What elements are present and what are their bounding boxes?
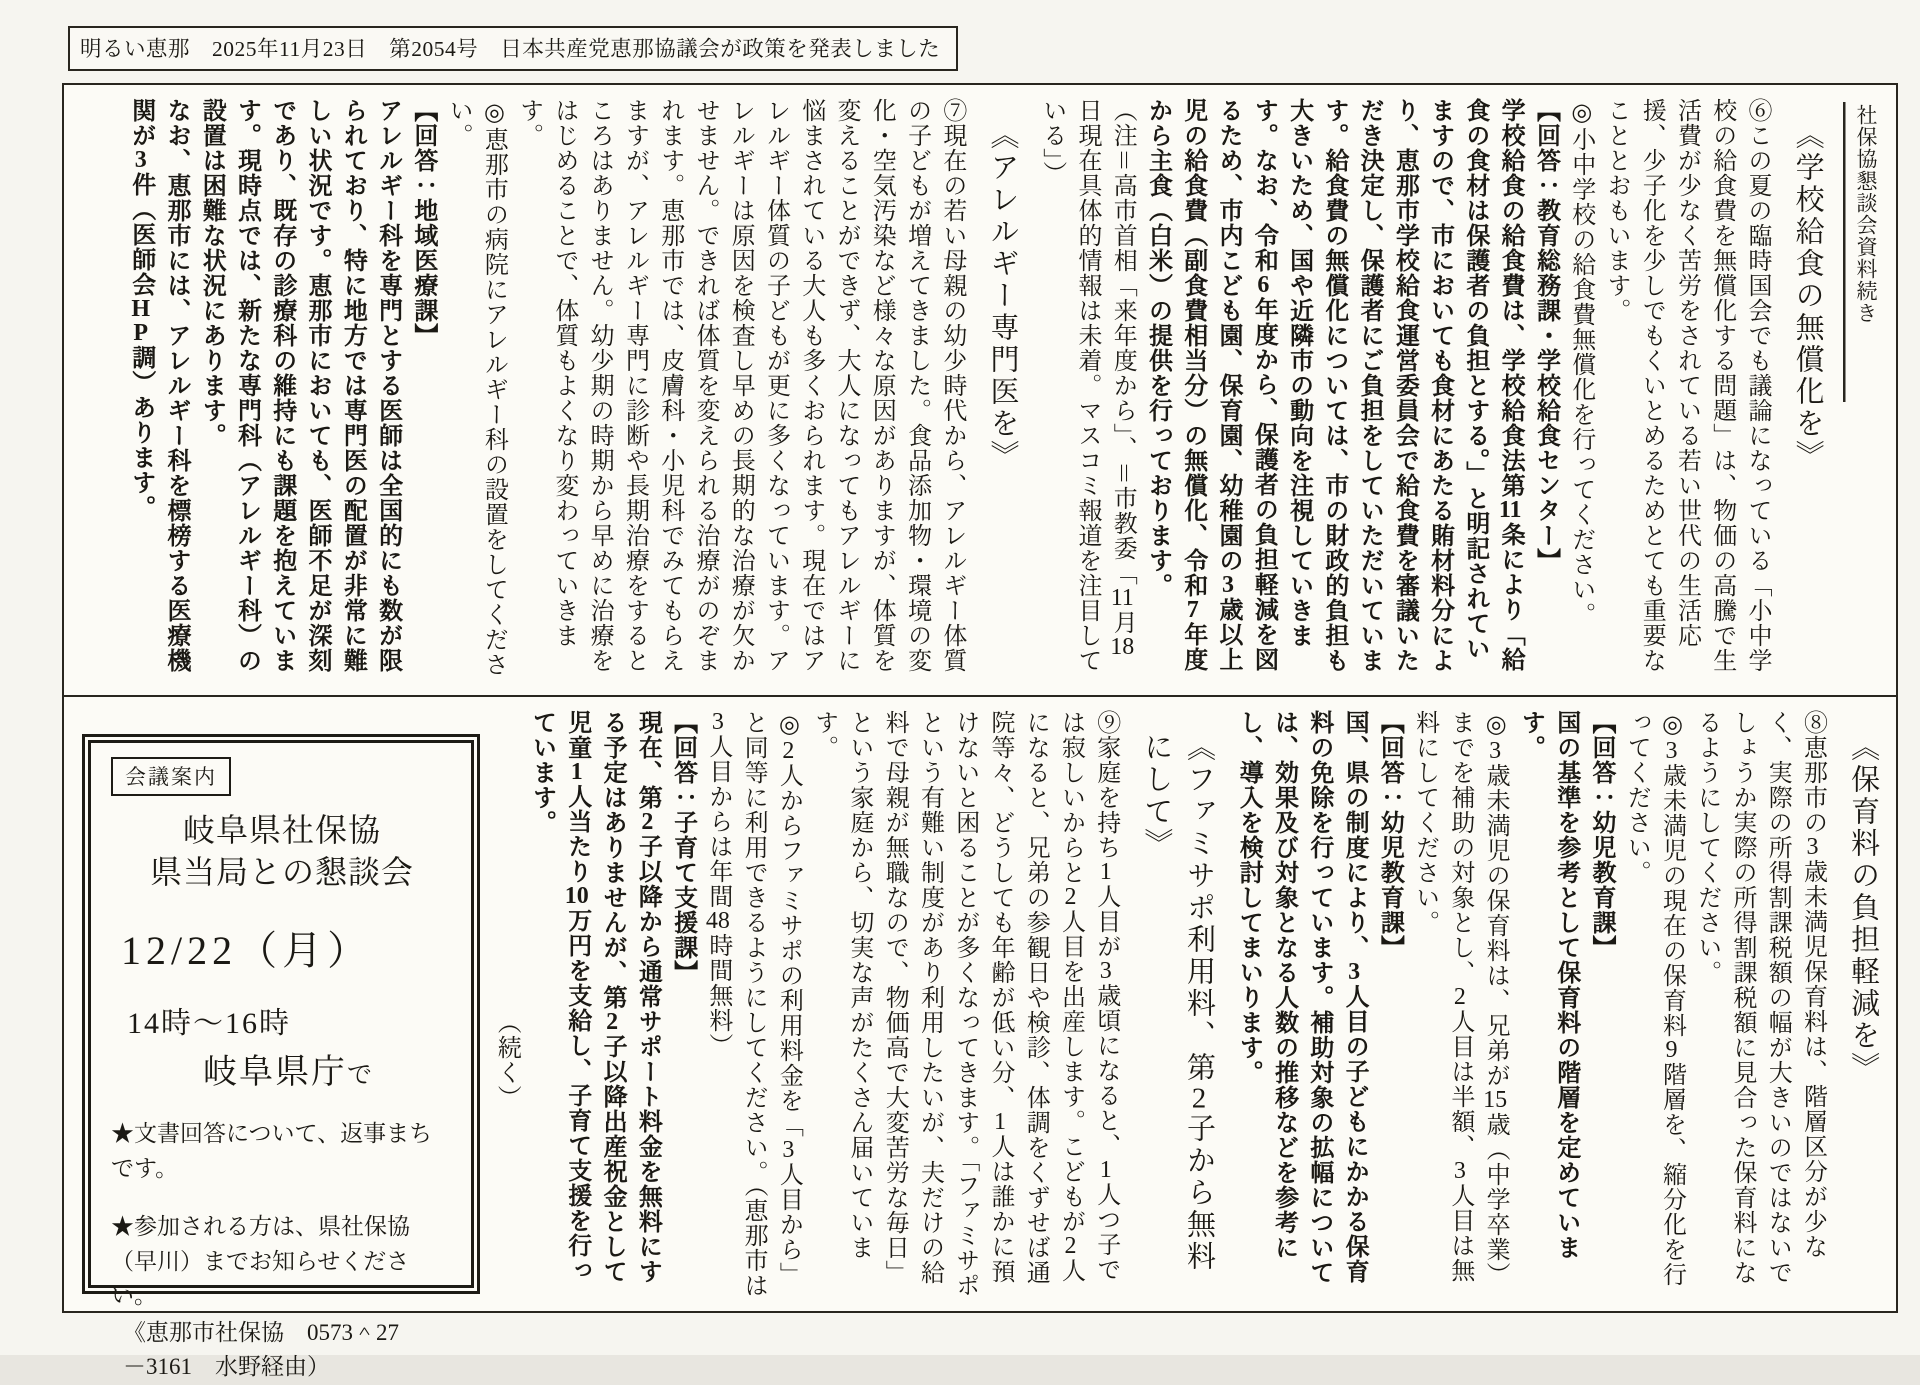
article-paragraph: ◎2人からファミサポの利用料金を「3人目から」と同等に利用できるようにしてください。（恵那市は3人目からは年間48時間無料） (704, 710, 802, 1298)
article-paragraph: ⑥この夏の臨時国会でも議論になっている「小中学校の給食費を無償化する問題」は、物価の高騰で生活費が少なく苦労をされている若い世代の生活応援、少子化を少しでもくいとめるためとても重要なこととおもいます。 (1602, 98, 1771, 673)
article-paragraph: 国、県の制度により、3人目の子どもにかかる保育料の免除を行っています。補助対象の拡幅については、効果及び対象となる人数の推移などを参考にし、導入を検討してまいります。 (1235, 710, 1368, 1285)
meeting-time: 14時～16時 (127, 1007, 291, 1041)
meeting-place-name: 岐阜県庁 (203, 1054, 347, 1092)
article-paragraph: （注＝高市首相「来年度から」、＝市教委「11月18日現在具体的情報は未着。マスコミ報道を注目している」） (1038, 98, 1136, 673)
article-paragraph: 《保育料の負担軽減を》 (1847, 732, 1880, 1084)
article-paragraph: 【回答：幼児教育課】 (1376, 710, 1403, 960)
article-paragraph: ◎恵那市の病院にアレルギー科の設置をしてください。 (445, 98, 507, 677)
masthead-text: 明るい恵那 2025年11月23日 第2054号 日本共産党恵那協議会が政策を発表しました (80, 37, 941, 61)
meeting-title-line-2: 県当局との懇談会 (149, 853, 414, 890)
meeting-contact-line-2: －3161 水野経由） (123, 1354, 330, 1380)
meeting-title-line-1: 岐阜県社保協 (182, 812, 381, 848)
article-paragraph: 【回答：子育て支援課】 (669, 710, 696, 985)
article-bottom-panel (64, 697, 1896, 1380)
article-paragraph: 国の基準を参考として保育料の階層を定めています。 (1517, 710, 1579, 1260)
article-paragraph: 《学校給食の無償化を》 (1791, 120, 1824, 472)
meeting-contact-line-1: 《恵那市社保協 0573＾27 (123, 1319, 399, 1345)
article-paragraph: 【回答：教育総務課・学校給食センター】 (1532, 98, 1559, 573)
article-frame (62, 83, 1898, 1380)
article-paragraph: 《アレルギー専門医を》 (986, 120, 1019, 472)
article-paragraph: なお、恵那市には、アレルギー科を標榜する医療機関が3件（医師会HP調）あります。 (127, 98, 189, 673)
article-paragraph: ◎3歳未満児の現在の保育料9階層を、縮分化を行ってください。 (1623, 710, 1685, 1287)
article-paragraph: ◎3歳未満児の保育料は、兄弟が15歳（中学卒業）までを補助の対象とし、2人目は半額、3人目は無料にしてください。 (1411, 710, 1509, 1287)
meeting-place (203, 1044, 453, 1093)
meeting-place-suffix: で (347, 1062, 375, 1090)
meeting-date: 12/22（月） (121, 928, 373, 974)
article-paragraph: ◎小中学校の給食費無償化を行ってください。 (1567, 98, 1594, 627)
article-paragraph: ⑨家庭を持ち1人目が3歳頃になると、1人つ子では寂しいからと2人目を出産します。こどもが2人になると、兄弟の参観日や検診、体調をくずせば通院等々、どうしても年齢が低い分、1人は誰かに預けないと困ることが多くなってきます。「ファミサポという有難い制度があり利用したいが、夫だけの給料で母親が無職なので、物価高で大変苦労な毎日」という家庭から、切実な声がたくさん届いています。 (810, 710, 1119, 1298)
article-top-text (80, 98, 1880, 682)
article-bottom-text (488, 710, 1894, 1298)
article-paragraph: アレルギー科を専門とする医師は全国的にも数が限られており、特に地方では専門医の配置が非常に難しい状況です。恵那市においても、医師不足が深刻であり、既存の診療科の維持にも課題を抱えています。現時点では、新たな専門科（アレルギー科）の設置は困難な状況にあります。 (198, 98, 401, 673)
article-paragraph: 現在、第2子以降から通常サポート料金を無料にする予定はありませんが、第2子以降出産祝金として児童1人当たり10万円を支給し、子育て支援を行っています。 (528, 710, 661, 1284)
article-paragraph: 学校給食の給食費は、学校給食法第11条により「給食の食材は保護者の負担とする。」と明記されていますので、市においても食材にあたる賄材料分により、恵那市学校給食運営委員会で給食費を審議いただき決定し、保護者にご負担をしていただいています。給食費の無償化については、市の財政的負担も大きいため、国や近隣市の動向を注視していきます。なお、令和6年度から、保護者の負担軽減を図るため、市内こども園、保育園、幼稚園の3歳以上児の給食費（副食費相当分）の無償化、令和7年度から主食（白米）の提供を行っております。 (1144, 98, 1524, 673)
meeting-title (111, 810, 453, 893)
meeting-tag: 会議案内 (111, 757, 231, 796)
article-paragraph: 【回答：幼児教育課】 (1587, 710, 1614, 960)
meeting-notice-box (88, 740, 474, 1380)
article-paragraph: 《ファミサポ利用料、第2子から無料にして》 (1140, 732, 1216, 1273)
meeting-contact (111, 1316, 453, 1385)
masthead-box (68, 26, 958, 71)
article-paragraph: 社保協懇談会資料続き (1843, 98, 1880, 682)
meeting-note-2: ★参加される方は、県社保協（早川）までお知らせください。 (111, 1214, 410, 1309)
article-paragraph: 【回答：地域医療課】 (409, 98, 436, 348)
article-paragraph: ⑧恵那市の3歳未満児保育料は、階層区分が少なく、実際の所得割課税額の幅が大きいのではないでしょうか実際の所得割課税額に見合った保育料になるようにしてください。 (1693, 710, 1826, 1285)
article-paragraph: （続く） (493, 1010, 520, 1110)
meeting-note-1: ★文書回答について、返事まちです。 (111, 1121, 433, 1181)
article-top-panel (64, 85, 1896, 697)
article-paragraph: ⑦現在の若い母親の幼少時代から、アレルギー体質の子どもが増えてきました。食品添加物・環境の変化・空気汚染など様々な原因がありますが、体質を変えることができず、大人になってもアレルギーに悩まされている大人も多くおられます。現在ではアレルギー体質の子どもが更に多くなっています。アレルギーは原因を検査し早めの長期的な治療が欠かせません。できれば体質を変えられる治療がのぞまれます。恵那市では、皮膚科・小児科でみてもらえますが、アレルギー専門に診断や長期治療をするところはありません。幼少期の時期から早めに治療をはじめることで、体質もよくなり変わっていきます。 (515, 98, 965, 673)
